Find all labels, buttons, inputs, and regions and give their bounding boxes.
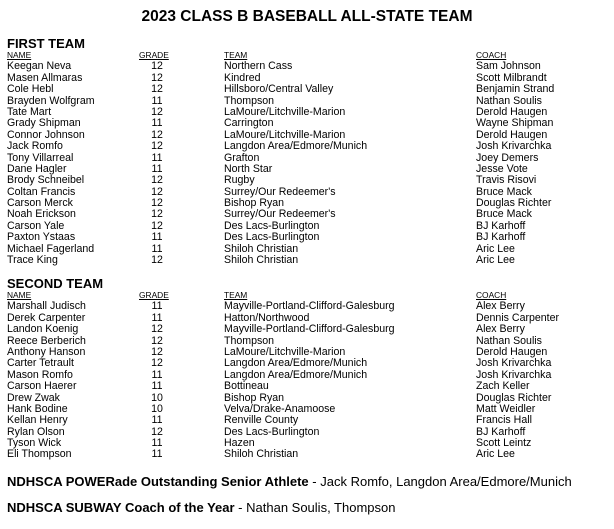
header-team: TEAM (224, 50, 248, 60)
player-coach: Dennis Carpenter (476, 311, 560, 324)
player-name: Masen Allmaras (7, 71, 83, 84)
player-coach: Bruce Mack (476, 208, 532, 221)
player-grade: 12 (151, 128, 163, 141)
player-grade: 12 (151, 185, 163, 198)
player-grade: 12 (151, 208, 163, 221)
player-coach: Douglas Richter (476, 197, 552, 210)
player-row (0, 324, 614, 335)
player-grade: 11 (151, 414, 163, 427)
player-row (0, 244, 614, 255)
player-grade: 11 (151, 162, 163, 175)
player-grade: 11 (151, 94, 163, 107)
player-team: Shiloh Christian (224, 448, 299, 461)
player-team: Mayville-Portland-Clifford-Galesburg (224, 300, 395, 313)
player-grade: 12 (151, 425, 163, 438)
player-name: Carson Merck (7, 197, 73, 210)
player-row (0, 415, 614, 426)
player-team: Kindred (224, 71, 261, 84)
player-coach: BJ Karhoff (476, 425, 526, 438)
player-coach: Bruce Mack (476, 185, 532, 198)
player-name: Connor Johnson (7, 128, 85, 141)
header-grade: GRADE (139, 50, 169, 60)
player-coach: Derold Haugen (476, 345, 548, 358)
player-coach: Derold Haugen (476, 105, 548, 118)
player-grade: 11 (151, 300, 163, 313)
player-team: Thompson (224, 334, 275, 347)
player-coach: Jesse Vote (476, 162, 528, 175)
player-coach: Nathan Soulis (476, 334, 542, 347)
award-separator: - (308, 474, 321, 489)
player-team: North Star (224, 162, 273, 175)
player-team: Des Lacs-Burlington (224, 219, 320, 232)
player-coach: Nathan Soulis (476, 94, 542, 107)
player-name: Tate Mart (7, 105, 52, 118)
player-name: Carson Yale (7, 219, 65, 232)
player-name: Hank Bodine (7, 402, 68, 415)
player-name: Noah Erickson (7, 208, 76, 221)
player-team: Grafton (224, 151, 260, 164)
player-grade: 11 (151, 151, 163, 164)
player-name: Keegan Neva (7, 60, 72, 73)
player-team: LaMoure/Litchville-Marion (224, 128, 346, 141)
player-name: Brody Schneibel (7, 174, 85, 187)
player-coach: Aric Lee (476, 448, 515, 461)
player-name: Carter Tetrault (7, 357, 74, 370)
player-coach: BJ Karhoff (476, 219, 526, 232)
player-grade: 11 (151, 368, 163, 381)
first-team-roster (0, 50, 614, 266)
player-grade: 11 (151, 437, 163, 450)
player-row (0, 449, 614, 460)
player-name: Jack Romfo (7, 140, 63, 153)
player-grade: 12 (151, 83, 163, 96)
player-team: Northern Cass (224, 60, 293, 73)
player-coach: Benjamin Strand (476, 83, 555, 96)
player-grade: 11 (151, 448, 163, 461)
player-grade: 12 (151, 105, 163, 118)
player-grade: 11 (151, 117, 163, 130)
player-name: Tyson Wick (7, 437, 62, 450)
player-row (0, 381, 614, 392)
player-grade: 11 (151, 242, 163, 255)
player-team: LaMoure/Litchville-Marion (224, 105, 346, 118)
player-row (0, 175, 614, 186)
player-name: Michael Fagerland (7, 242, 95, 255)
second-team-roster (0, 290, 614, 461)
player-coach: Aric Lee (476, 242, 515, 255)
player-coach: Josh Krivarchka (476, 140, 552, 153)
player-team: LaMoure/Litchville-Marion (224, 345, 346, 358)
player-coach: Douglas Richter (476, 391, 552, 404)
award-recipient: Jack Romfo, Langdon Area/Edmore/Munich (320, 474, 572, 489)
player-name: Rylan Olson (7, 425, 65, 438)
second-team-heading: SECOND TEAM (7, 276, 104, 291)
header-team: TEAM (224, 290, 248, 300)
player-name: Reece Berberich (7, 334, 86, 347)
award-title: NDHSCA POWERade Outstanding Senior Athlete (7, 474, 309, 489)
player-name: Anthony Hanson (7, 345, 86, 358)
player-coach: Zach Keller (476, 380, 530, 393)
player-name: Tony Villarreal (7, 151, 74, 164)
award-separator: - (234, 500, 247, 515)
player-grade: 12 (151, 60, 163, 73)
player-coach: Matt Weidler (476, 402, 536, 415)
player-name: Eli Thompson (7, 448, 72, 461)
player-name: Drew Zwak (7, 391, 60, 404)
player-team: Shiloh Christian (224, 254, 299, 267)
player-coach: Alex Berry (476, 323, 525, 336)
player-row (0, 141, 614, 152)
player-grade: 10 (151, 402, 163, 415)
first-team-heading: FIRST TEAM (7, 36, 85, 51)
player-coach: Francis Hall (476, 414, 532, 427)
document-title: 2023 CLASS B BASEBALL ALL-STATE TEAM (141, 8, 473, 25)
header-grade: GRADE (139, 290, 169, 300)
player-team: Carrington (224, 117, 274, 130)
player-coach: Scott Milbrandt (476, 71, 547, 84)
player-grade: 12 (151, 323, 163, 336)
player-team: Rugby (224, 174, 255, 187)
player-grade: 12 (151, 219, 163, 232)
player-name: Landon Koenig (7, 323, 79, 336)
player-row (0, 84, 614, 95)
player-name: Paxton Ystaas (7, 231, 76, 244)
player-team: Renville County (224, 414, 299, 427)
player-row (0, 255, 614, 266)
player-coach: Joey Demers (476, 151, 539, 164)
player-team: Mayville-Portland-Clifford-Galesburg (224, 323, 395, 336)
player-coach: Aric Lee (476, 254, 515, 267)
player-team: Des Lacs-Burlington (224, 425, 320, 438)
player-grade: 12 (151, 197, 163, 210)
player-team: Langdon Area/Edmore/Munich (224, 368, 368, 381)
player-name: Grady Shipman (7, 117, 81, 130)
header-name: NAME (7, 50, 32, 60)
player-name: Derek Carpenter (7, 311, 86, 324)
player-name: Trace King (7, 254, 58, 267)
award-coach-of-year (7, 500, 395, 515)
player-team: Surrey/Our Redeemer's (224, 208, 336, 221)
player-name: Kellan Henry (7, 414, 68, 427)
player-grade: 12 (151, 254, 163, 267)
header-name: NAME (7, 290, 32, 300)
award-recipient: Nathan Soulis, Thompson (246, 500, 396, 515)
player-team: Hillsboro/Central Valley (224, 83, 334, 96)
player-grade: 12 (151, 174, 163, 187)
player-team: Langdon Area/Edmore/Munich (224, 357, 368, 370)
player-team: Bottineau (224, 380, 269, 393)
player-name: Carson Haerer (7, 380, 77, 393)
player-team: Des Lacs-Burlington (224, 231, 320, 244)
player-team: Thompson (224, 94, 275, 107)
player-team: Shiloh Christian (224, 242, 299, 255)
player-row (0, 438, 614, 449)
player-team: Surrey/Our Redeemer's (224, 185, 336, 198)
award-senior-athlete (7, 474, 572, 489)
player-name: Brayden Wolfgram (7, 94, 95, 107)
player-team: Langdon Area/Edmore/Munich (224, 140, 368, 153)
player-team: Velva/Drake-Anamoose (224, 402, 336, 415)
header-coach: COACH (476, 50, 507, 60)
player-coach: Josh Krivarchka (476, 357, 552, 370)
player-coach: Wayne Shipman (476, 117, 554, 130)
player-grade: 10 (151, 391, 163, 404)
player-grade: 12 (151, 345, 163, 358)
player-team: Bishop Ryan (224, 391, 285, 404)
player-name: Mason Romfo (7, 368, 73, 381)
player-coach: Derold Haugen (476, 128, 548, 141)
player-name: Cole Hebl (7, 83, 54, 96)
player-coach: Alex Berry (476, 300, 525, 313)
player-team: Hazen (224, 437, 255, 450)
player-coach: Scott Leintz (476, 437, 532, 450)
player-coach: Sam Johnson (476, 60, 541, 73)
player-grade: 12 (151, 357, 163, 370)
player-grade: 12 (151, 140, 163, 153)
award-title: NDHSCA SUBWAY Coach of the Year (7, 500, 235, 515)
player-team: Bishop Ryan (224, 197, 285, 210)
player-row (0, 232, 614, 243)
player-name: Dane Hagler (7, 162, 67, 175)
player-name: Marshall Judisch (7, 300, 86, 313)
player-coach: Travis Risovi (476, 174, 537, 187)
player-grade: 12 (151, 71, 163, 84)
player-grade: 11 (151, 231, 163, 244)
player-team: Hatton/Northwood (224, 311, 310, 324)
player-grade: 11 (151, 311, 163, 324)
header-coach: COACH (476, 290, 507, 300)
player-grade: 11 (151, 380, 163, 393)
player-name: Coltan Francis (7, 185, 76, 198)
player-coach: Josh Krivarchka (476, 368, 552, 381)
player-coach: BJ Karhoff (476, 231, 526, 244)
player-grade: 12 (151, 334, 163, 347)
